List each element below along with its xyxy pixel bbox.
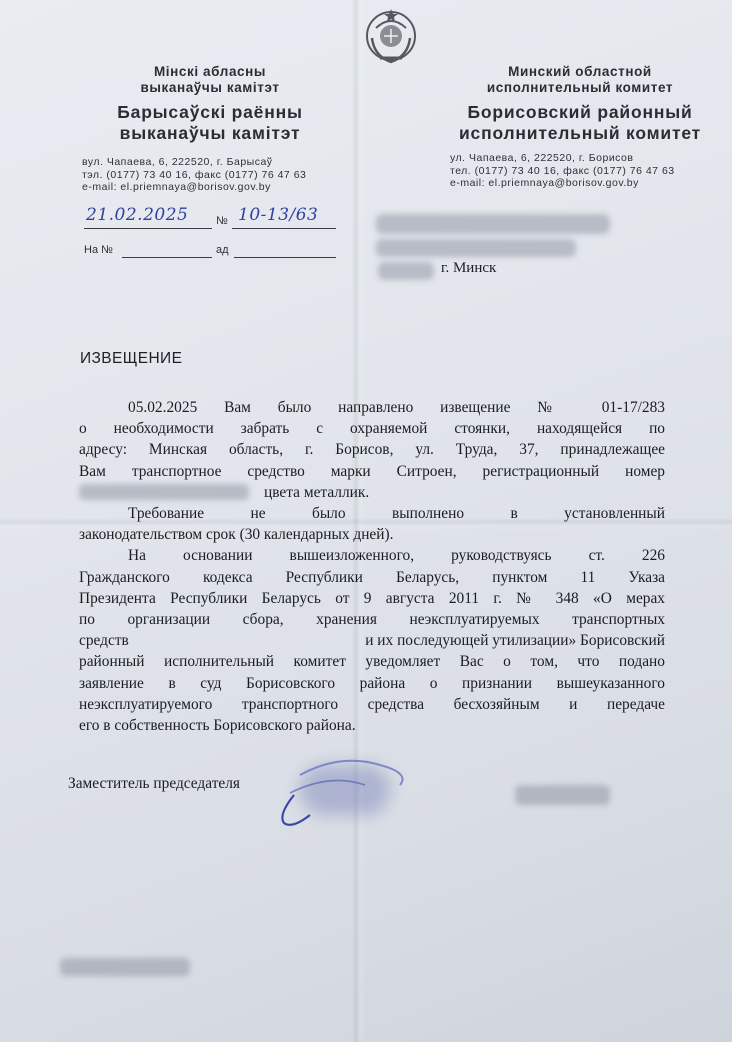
belarus-coat-of-arms-icon — [362, 6, 420, 68]
recipient-redacted-line1 — [376, 214, 610, 234]
paragraph-3-line9: его в собственность Борисовского района. — [79, 717, 356, 735]
document-title: ИЗВЕЩЕНИЕ — [80, 350, 183, 367]
left-address — [82, 156, 342, 194]
recipient-city: г. Минск — [441, 260, 497, 276]
paragraph-2-line2: законодательством срок (30 календарных дней). — [79, 526, 394, 544]
reference-label: На № — [84, 244, 113, 256]
right-address-line1: ул. Чапаева, 6, 222520, г. Борисов — [450, 152, 634, 164]
left-address-line2: тэл. (0177) 73 40 16, факс (0177) 76 47 63 — [82, 168, 307, 181]
paragraph-1-line3: адресу: Минская область, г. Борисов, ул. Труда, 37, принадлежащее — [79, 441, 665, 459]
registration-date: 21.02.2025 — [86, 205, 189, 225]
signature-blur — [300, 765, 390, 815]
executor-redacted — [60, 958, 190, 976]
registration-number-redacted — [79, 484, 249, 500]
signatory-name-redacted — [515, 785, 610, 805]
paragraph-1-line5 — [79, 482, 665, 503]
paragraph-3: На основании вышеизложенного, руководствуясь ст. 226 — [128, 547, 665, 565]
paragraph-3-line3: Президента Республики Беларусь от 9 августа 2011 г. № 348 «О мерах — [79, 589, 665, 607]
left-address-line1: вул. Чапаева, 6, 222520, г. Барысаў — [82, 156, 273, 168]
recipient-redacted-line2 — [376, 239, 576, 257]
paragraph-3-line8: неэксплуатируемого транспортного средства бесхозяйным и передаче — [79, 695, 665, 713]
left-address-line3: e-mail: el.priemnaya@borisov.gov.by — [82, 181, 271, 193]
recipient-redacted-line3 — [378, 262, 434, 280]
left-region-line2: выканаўчы камітэт — [140, 80, 280, 95]
paragraph-3-line5b: и их последующей утилизации» Борисовский — [365, 632, 665, 650]
registration-number-label: № — [216, 215, 228, 227]
right-address-line2: тел. (0177) 73 40 16, факс (0177) 76 47 63 — [450, 164, 675, 177]
document-body — [79, 397, 665, 736]
right-region-line1: Минский областной — [508, 64, 652, 79]
paragraph-3-line4: по организации сбора, хранения неэксплуатируемых транспортных — [79, 611, 665, 629]
right-address — [450, 152, 720, 190]
paragraph-1-line2: о необходимости забрать с охраняемой стоянки, находящейся по — [79, 420, 665, 438]
right-address-line3: e-mail: el.priemnaya@borisov.gov.by — [450, 177, 639, 189]
signatory-position: Заместитель председателя — [68, 775, 241, 792]
registration-date-line — [84, 228, 212, 229]
right-district-line1: Борисовский районный — [467, 102, 693, 122]
right-header — [430, 64, 730, 144]
left-district-line1: Барысаўскі раённы — [117, 102, 303, 122]
paragraph-3-line6: районный исполнительный комитет уведомляет Вас о том, что подано — [79, 653, 665, 671]
paragraph-3-line5a: средств — [79, 632, 129, 650]
reference-from-label: ад — [216, 244, 229, 256]
left-district-line2: выканаўчы камітэт — [119, 123, 301, 143]
right-district-line2: исполнительный комитет — [458, 123, 701, 143]
paragraph-3-line5 — [79, 630, 665, 651]
paragraph-3-line2: Гражданского кодекса Республики Беларусь, пунктом 11 Указа — [79, 568, 665, 586]
paragraph-2: Требование не было выполнено в установленный — [128, 505, 665, 522]
reference-number-line — [122, 257, 212, 258]
registration-number: 10-13/63 — [238, 205, 319, 225]
registration-number-line — [232, 228, 336, 229]
paragraph-1-line4: Вам транспортное средство марки Ситроен, регистрационный номер — [79, 462, 665, 480]
left-header — [60, 64, 360, 144]
right-region-line2: исполнительный комитет — [486, 80, 674, 95]
left-region-line1: Мінскі абласны — [153, 64, 267, 79]
reference-date-line — [234, 257, 336, 258]
paragraph-1-line5-text: цвета металлик. — [264, 483, 370, 501]
paragraph-3-line7: заявление в суд Борисовского района о признании вышеуказанного — [79, 674, 665, 692]
paragraph-1: 05.02.2025 Вам было направлено извещение № 01-17/283 — [128, 399, 665, 416]
